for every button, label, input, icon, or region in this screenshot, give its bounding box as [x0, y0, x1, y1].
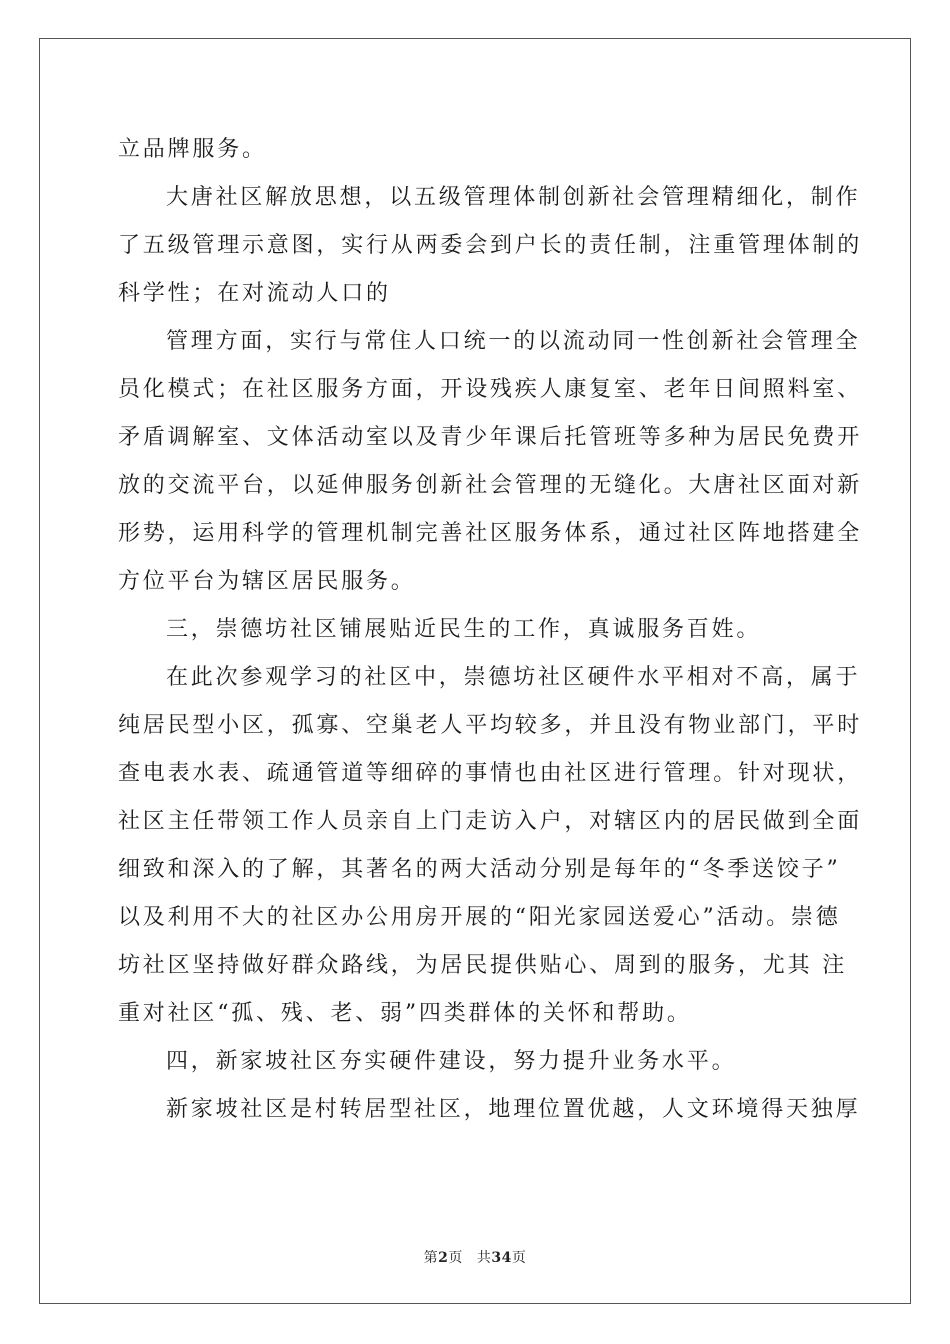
paragraph — [118, 654, 863, 1038]
page-prefix: 第 — [423, 1250, 439, 1266]
text-line: 方位平台为辖区居民服务。 — [118, 569, 416, 594]
text-line: 管理方面，实行与常住人口统一的以流动同一性创新社会管理全 — [166, 329, 861, 354]
document-body — [118, 126, 863, 1134]
text-line: 放的交流平台，以延伸服务创新社会管理的无缝化。大唐社区面对新 — [118, 473, 863, 498]
text-line: 新家坡社区是村转居型社区，地理位置优越，人文环境得天独厚 — [166, 1097, 861, 1122]
text-line: 员化模式；在社区服务方面，开设残疾人康复室、老年日间照料室、 — [118, 377, 863, 402]
text-line: 形势，运用科学的管理机制完善社区服务体系，通过社区阵地搭建全 — [118, 521, 863, 546]
text-line: 查电表水表、疏通管道等细碎的事情也由社区进行管理。针对现状， — [118, 761, 863, 786]
text-line: 重对社区“孤、残、老、弱”四类群体的关怀和帮助。 — [118, 1001, 692, 1026]
paragraph — [118, 606, 838, 654]
page-footer — [0, 1247, 950, 1267]
text-line: 纯居民型小区，孤寡、空巢老人平均较多，并且没有物业部门，平时 — [118, 713, 863, 738]
text-line: 社区主任带领工作人员亲自上门走访入户，对辖区内的居民做到全面 — [118, 809, 863, 834]
text-line: 矛盾调解室、文体活动室以及青少年课后托管班等多种为居民免费开 — [118, 425, 863, 450]
text-line: 以及利用不大的社区办公用房开展的“阳光家园送爱心”活动。崇德 — [118, 905, 841, 930]
page-suffix: 页 — [448, 1250, 463, 1266]
paragraph — [118, 1038, 838, 1086]
text-line: 立品牌服务。 — [118, 137, 267, 162]
total-prefix: 共 — [476, 1250, 492, 1266]
text-line: 大唐社区解放思想，以五级管理体制创新社会管理精细化，制作 — [166, 185, 861, 210]
text-line: 科学性；在对流动人口的 — [118, 281, 391, 306]
text-line: 细致和深入的了解，其著名的两大活动分别是每年的“冬季送饺子” — [118, 857, 841, 882]
paragraph — [118, 1086, 861, 1134]
total-pages: 34 — [491, 1250, 512, 1266]
page-number: 2 — [438, 1250, 449, 1266]
paragraph — [118, 318, 863, 606]
total-suffix: 页 — [511, 1250, 527, 1266]
text-line: 了五级管理示意图，实行从两委会到户长的责任制，注重管理体制的 — [118, 233, 863, 258]
text-line: 三，崇德坊社区铺展贴近民生的工作，真诚服务百姓。 — [166, 617, 762, 642]
paragraph — [118, 174, 863, 318]
paragraph — [118, 126, 838, 174]
text-line: 在此次参观学习的社区中，崇德坊社区硬件水平相对不高，属于 — [166, 665, 861, 690]
text-line: 四，新家坡社区夯实硬件建设，努力提升业务水平。 — [166, 1049, 737, 1074]
text-line: 坊社区坚持做好群众路线，为居民提供贴心、周到的服务，尤其 注 — [118, 953, 847, 978]
